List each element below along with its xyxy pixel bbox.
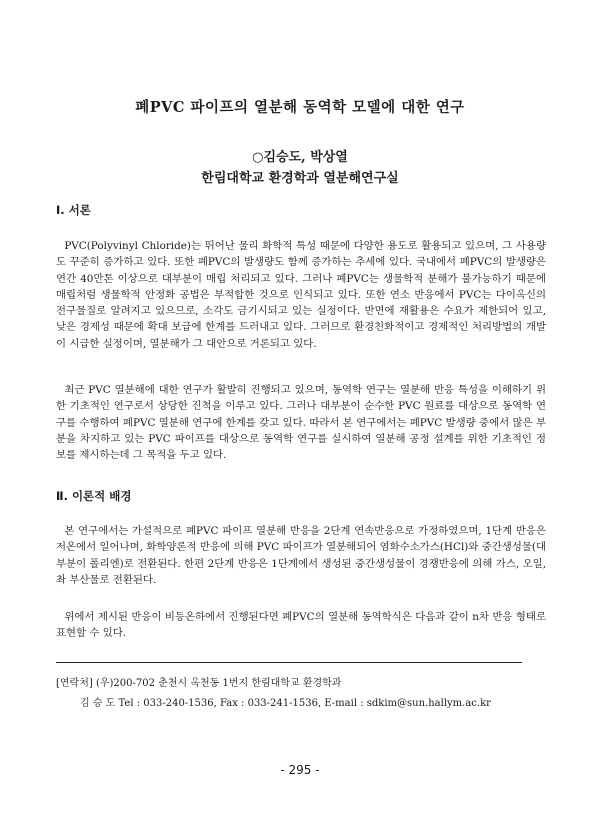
- paper-title: 폐PVC 파이프의 열분해 동역학 모델에 대한 연구: [135, 99, 465, 116]
- contact-info: [56, 674, 576, 714]
- affiliation: 한림대학교 환경학과 열분해연구실: [201, 171, 399, 186]
- theory-paragraph-1: [56, 523, 546, 588]
- section-heading-theory: Ⅱ. 이론적 배경: [56, 489, 132, 503]
- theory-paragraph-2-text: 위에서 제시된 반응이 비등온하에서 진행된다면 폐PVC의 열분해 동역학식은 다음과 같이 n차 반응 형태로 표현할 수 있다.: [56, 611, 546, 640]
- intro-paragraph-1: [56, 238, 546, 352]
- contact-address: [연락처] (우)200-702 춘천시 옥천동 1번지 한림대학교 환경학과: [56, 678, 342, 689]
- intro-paragraph-1-text: PVC(Polyvinyl Chloride)는 뛰어난 물리 화학적 특성 때문에 다양한 용도로 활용되고 있으며, 그 사용량도 꾸준히 증가하고 있다. 또한 폐PVC의 발생량도 함께 증가하는 추세에 있다. 국내에서 폐PVC의 발생량은 연간 40만톤 이상으로 대부분이 매립 처리되고 있다. 그러나 폐PVC는 생물학적 분해가 불가능하기 때문에 매립처럼 생물학적 안정화 공법은 부적합한 것으로 인식되고 있다. 또한 연소 반응에서 PVC는 다이옥신의 전구물질로 알려지고 있으므로, 소각도 금기시되고 있는 실정이다. 반면에 재활용은 수요가 제한되어 있고, 낮은 경제성 때문에 확대 보급에 한계를 드러내고 있다. 그러므로 환경친화적이고 경제적인 처리방법의 개발이 시급한 실정이며, 열분해가 그 대안으로 거론되고 있다.: [56, 240, 546, 350]
- theory-paragraph-1-text: 본 연구에서는 가설적으로 폐PVC 파이프 열분해 반응을 2단계 연속반응으로 가정하였으며, 1단계 반응은 저온에서 일어나며, 화학양론적 반응에 의해 PVC 파이프가 열분해되어 염화수소가스(HCl)와 중간생성물(대부분이 폴리엔)로 전환된다. 한편 2단계 반응은 1단계에서 생성된 중간생성물이 경쟁반응에 의해 가스, 오일, 촤 부산물로 전환된다.: [56, 525, 546, 586]
- intro-paragraph-2-text: 최근 PVC 열분해에 대한 연구가 활발히 진행되고 있으며, 동역학 연구는 열분해 반응 특성을 이해하기 위한 기초적인 연구로서 상당한 진척을 이루고 있다. 그러나 대부분이 순수한 PVC 원료를 대상으로 동역학 연구를 수행하여 폐PVC 열분해 연구에 한계를 갖고 있다. 따라서 본 연구에서는 폐PVC 발생량 중에서 많은 부분을 차지하고 있는 PVC 파이프를 대상으로 동역학 연구를 실시하여 열분해 공정 설계를 위한 기초적인 정보를 제시하는데 그 목적을 두고 있다.: [56, 384, 546, 462]
- theory-paragraph-2: [56, 609, 546, 642]
- intro-paragraph-2: [56, 382, 546, 463]
- section-heading-introduction: Ⅰ. 서론: [56, 203, 91, 217]
- page-number: - 295 -: [280, 763, 320, 777]
- author-list: ○김승도, 박상열: [252, 150, 348, 165]
- contact-person: 김 승 도 Tel : 033-240-1536, Fax : 033-241-1536, E-mail : sdkim@sun.hallym.ac.kr: [80, 698, 491, 709]
- footnote-divider: [56, 662, 522, 663]
